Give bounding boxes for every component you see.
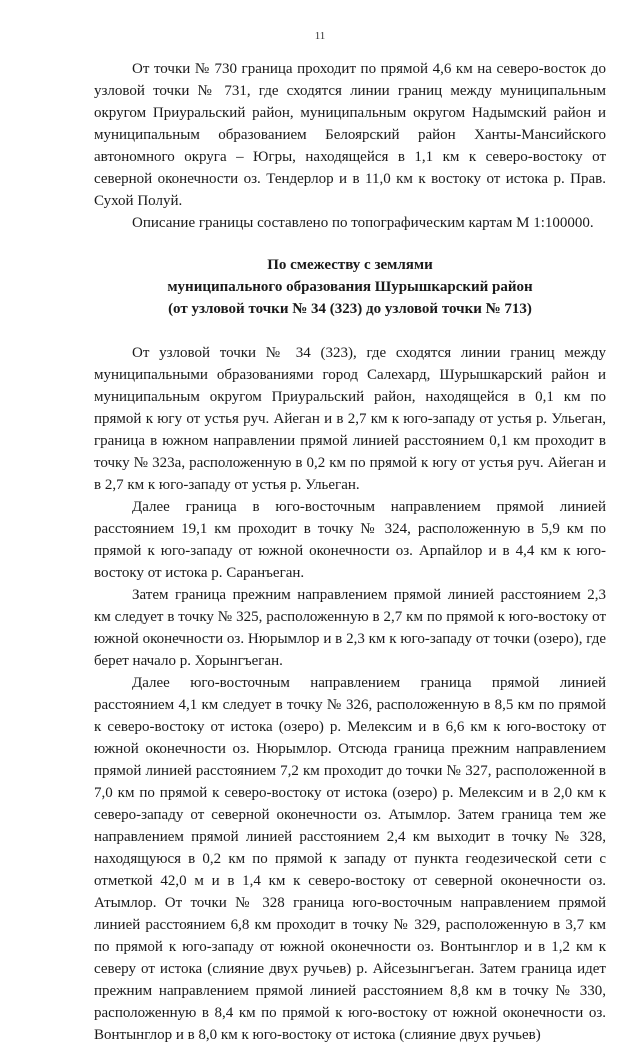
paragraph-boundary-point-730: От точки № 730 граница проходит по прямой 4,6 км на северо-восток до узловой точки № 731, где сходятся линии границ между муниципальным округом Приуральский район, муниципальным округом Надымский район и муниципальным образованием Белоярский район Ханты-Мансийского автономного округа – Югры, находящейся в 1,1 км к северо-востоку от северной оконечности оз. Тендерлор и в 11,0 км к востоку от истока р. Прав. Сухой Полуй.: [94, 61, 606, 209]
paragraph-points-326-330: Далее юго-восточным направлением граница прямой линией расстоянием 4,1 км следует в точку № 326, расположенную в 8,5 км по прямой к северо-востоку от истока (озеро) р. Мелексим и в 6,6 км к юго-востоку от южной оконечности оз. Нюрымлор. Отсюда граница прежним направлением прямой линией расстоянием 7,2 км проходит до точки № 327, расположенной в 7,0 км по прямой к северо-востоку от истока (озеро) р. Мелексим и в 2,0 км к северо-западу от северной оконечности оз. Атымлор. Затем граница тем же направлением прямой линией расстоянием 2,4 км выходит в точку № 328, находящуюся в 0,2 км по прямой к западу от пункта геодезической сети с отметкой 42,0 м и в 1,4 км к северо-востоку от северной оконечности оз. Атымлор. От точки № 328 граница юго-восточным направлением прямой линией расстоянием 6,8 км проходит в точку № 329, расположенную в 3,7 км по прямой к юго-западу от южной оконечности оз. Вонтынглор и в 1,2 км к северу от истока (слияние двух ручьев) р. Айсезынгъеган. Затем граница идет прежним направлением прямой линией расстоянием 8,8 км в точку № 330, расположенную в 8,4 км по прямой к юго-востоку от южной оконечности оз. Вонтынглор и в 8,0 км к юго-востоку от истока (слияние двух ручьев): [94, 675, 606, 1043]
document-body: [94, 58, 606, 1046]
paragraph-point-325: Затем граница прежним направлением прямой линией расстоянием 2,3 км следует в точку № 325, расположенную в 2,7 км по прямой к юго-востоку от южной оконечности оз. Нюрымлор и в 2,3 км к юго-западу от точки (озеро), где берет начало р. Хорынгъеган.: [94, 587, 606, 669]
paragraph-node-34: От узловой точки № 34 (323), где сходятся линии границ между муниципальными образованиями город Салехард, Шурышкарский район и муниципальным округом Приуральский район, находящейся в 0,1 км по прямой к югу от устья руч. Айеган и в 2,7 км к юго-западу от устья р. Ульеган, граница в южном направлении прямой линией расстоянием 0,1 км проходит в точку № 323а, расположенную в 0,2 км по прямой к югу от устья руч. Айеган и в 2,7 км к юго-западу от устья р. Ульеган.: [94, 345, 606, 493]
paragraph-point-324: Далее граница в юго-восточным направлением прямой линией расстоянием 19,1 км проходит в точку № 324, расположенную в 5,9 км по прямой к юго-западу от южной оконечности оз. Арпайлор и в 4,4 км к юго-востоку от истока р. Саранъеган.: [94, 499, 606, 581]
section-title: [94, 254, 606, 320]
page-number: 11: [314, 30, 326, 42]
section-title-line-3: (от узловой точки № 34 (323) до узловой точки № 713): [168, 301, 532, 317]
section-title-line-2: муниципального образования Шурышкарский район: [167, 279, 533, 295]
section-title-line-1: По смежеству с землями: [267, 257, 433, 273]
paragraph-map-source: Описание границы составлено по топографическим картам М 1:100000.: [132, 215, 594, 231]
